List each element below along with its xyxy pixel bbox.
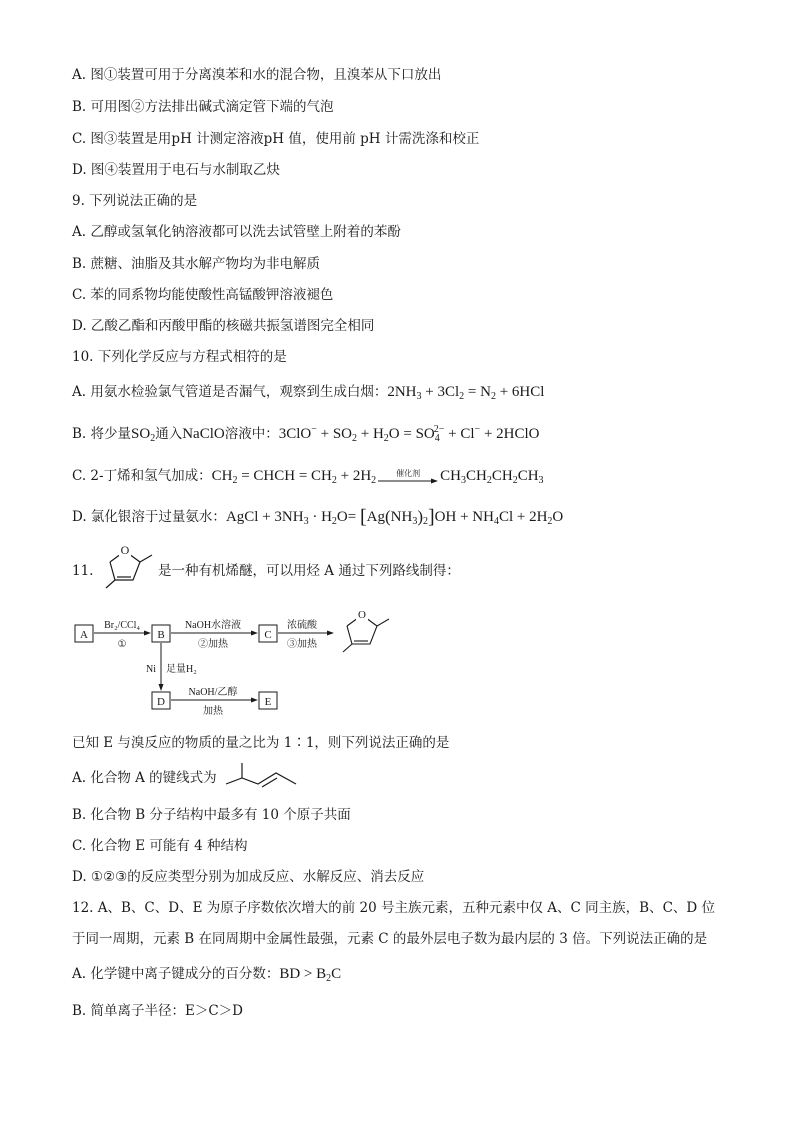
- node-a: A: [80, 629, 88, 641]
- node-d: D: [157, 696, 165, 708]
- q11-option-a: A. 化合物 A 的键线式为: [72, 770, 217, 786]
- catalyst-label: 催化剂: [396, 469, 421, 478]
- step1-label: ①: [117, 639, 127, 650]
- step3-label: ③加热: [287, 639, 317, 650]
- step2-label: ②加热: [198, 639, 228, 650]
- q10-option-a-text: A. 用氨水检验氯气管道是否漏气，观察到生成白烟：: [72, 384, 388, 400]
- product-dihydrofuran: [343, 608, 389, 652]
- q12-stem-line2: 于同一周期，元素 B 在同周期中金属性最强，元素 C 的最外层电子数为最内层的 3 倍。下列说法正确的是: [72, 931, 708, 947]
- q10-option-d-equation: AgCl + $3NH_3 \cdot H_2O= [Ag(NH_3)_2]OH + NH_4Cl + 2H_2O$: [225, 506, 564, 528]
- q8-option-d: D. 图④装置用于电石与水制取乙炔: [72, 162, 280, 178]
- dihydrofuran-structure: [96, 540, 160, 590]
- q10-option-c-product: $CH_3CH_2CH_2CH_3$: [440, 468, 544, 486]
- skeletal-formula-a: [222, 760, 302, 794]
- q10-option-d: [72, 508, 563, 526]
- q8-option-c: C. 图③装置是用pH 计测定溶液pH 值，使用前 pH 计需洗涤和校正: [72, 131, 480, 147]
- ring-oxygen-label: O: [120, 543, 130, 557]
- q10-option-c-text: C. 2-丁烯和氢气加成：: [72, 468, 212, 484]
- step1-reagent: Br₂/CCl₄: [104, 620, 140, 631]
- q11-stem: 是一种有机烯醚，可以用烃 A 通过下列路线制得：: [158, 563, 460, 579]
- synthesis-route-diagram: [72, 600, 402, 718]
- q12-option-a-comparison: BD > $B_2C$: [279, 966, 342, 984]
- q9-option-a: A. 乙醇或氢氧化钠溶液都可以洗去试管壁上附着的苯酚: [72, 224, 401, 240]
- q8-option-b: B. 可用图②方法排出碱式滴定管下端的气泡: [72, 99, 334, 115]
- catalyst-arrow: [378, 469, 438, 484]
- q8-option-a: A. 图①装置可用于分离溴苯和水的混合物，且溴苯从下口放出: [72, 67, 442, 83]
- step4-catalyst: Ni: [146, 664, 156, 675]
- step4-reagent: 足量H₂: [166, 664, 197, 675]
- reaction-arrow-icon: [378, 478, 438, 484]
- q9-stem: 9. 下列说法正确的是: [72, 193, 198, 209]
- q12-option-b: B. 简单离子半径：E＞C＞D: [72, 1003, 244, 1019]
- q10-option-c: [72, 467, 544, 485]
- q11-option-d: D. ①②③的反应类型分别为加成反应、水解反应、消去反应: [72, 869, 425, 885]
- q10-option-b-text3: 溶液中：: [224, 426, 279, 442]
- q10-option-c-equation: $CH_2$ = CHCH = $CH_2 + 2H_2$: [211, 468, 377, 486]
- node-c: C: [264, 629, 272, 641]
- q12-option-a-text: A. 化学键中离子键成分的百分数：: [72, 966, 280, 982]
- q10-option-b-equation: $3ClO^- + SO_2 + H_2O = SO_4^{2-} + Cl^-$ + 2HClO: [278, 424, 540, 444]
- product-oxygen-label: O: [358, 609, 366, 621]
- q12-option-a: [72, 965, 341, 983]
- q12-stem-line1: 12. A、B、C、D、E 为原子序数依次增大的前 20 号主族元素，五种元素中仅 A、C 同主族，B、C、D 位: [72, 900, 716, 916]
- q10-option-b: [72, 425, 539, 443]
- node-e: E: [264, 696, 272, 708]
- q11-option-b: B. 化合物 B 分子结构中最多有 10 个原子共面: [72, 807, 351, 823]
- q10-stem: 10. 下列化学反应与方程式相符的是: [72, 349, 287, 365]
- q11-number: 11.: [72, 563, 94, 579]
- q10-option-b-text: B. 将少量: [72, 426, 132, 442]
- step5-reagent: NaOH/乙醇: [188, 687, 238, 698]
- step3-reagent: 浓硫酸: [287, 620, 317, 631]
- q9-option-c: C. 苯的同系物均能使酸性高锰酸钾溶液褪色: [72, 287, 334, 303]
- q9-option-b: B. 蔗糖、油脂及其水解产物均为非电解质: [72, 256, 321, 272]
- q10-option-b-text2: 通入: [155, 426, 183, 442]
- step5-label: 加热: [203, 706, 223, 717]
- node-b: B: [157, 629, 165, 641]
- q10-option-d-text: D. 氯化银溶于过量氨水：: [72, 509, 226, 525]
- q11-option-c: C. 化合物 E 可能有 4 种结构: [72, 838, 248, 854]
- q10-option-a-equation: $2NH_3 + 3Cl_2 = N_2 + 6HCl$: [387, 384, 545, 402]
- q10-option-b-so2: $SO_2$: [131, 426, 156, 444]
- step2-reagent: NaOH水溶液: [184, 620, 242, 631]
- q10-option-a: [72, 383, 544, 401]
- q10-option-b-naclo: NaClO: [182, 426, 225, 442]
- q11-given: 已知 E 与溴反应的物质的量之比为 1∶1，则下列说法正确的是: [72, 735, 450, 751]
- q9-option-d: D. 乙酸乙酯和丙酸甲酯的核磁共振氢谱图完全相同: [72, 318, 375, 334]
